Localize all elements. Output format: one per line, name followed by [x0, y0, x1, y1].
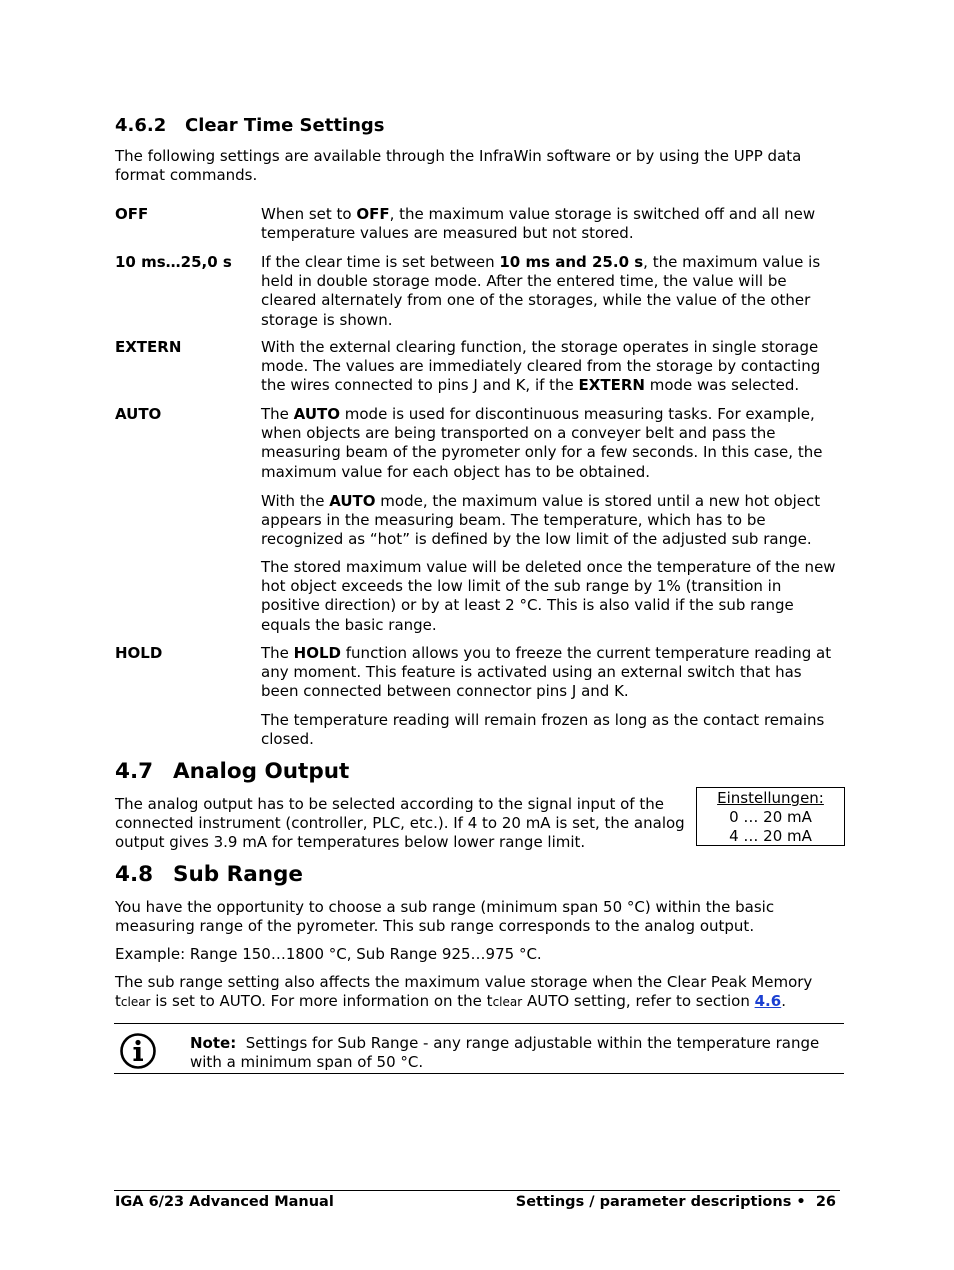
settings-box-title: Einstellungen: — [717, 789, 824, 807]
definition-off: When set to OFF, the maximum value storage is switched off and all new temperature values are measured but not stored. — [261, 205, 816, 243]
term-extern: EXTERN — [115, 338, 182, 356]
footer-bullet: • — [796, 1194, 806, 1210]
section-title: Analog Output — [173, 759, 350, 784]
settings-box — [696, 787, 845, 846]
definition-auto-p2: With the AUTO mode, the maximum value is stored until a new hot object appears in the measuring beam. The temperature, which has to be recognized as “hot” is defined by the low limit of the adjusted sub range. — [261, 492, 821, 549]
analog-output-paragraph: The analog output has to be selected according to the signal input of the connected instrument (controller, PLC, etc.). If 4 to 20 mA is set, the analog output gives 3.9 mA for temperatures below lower range limit. — [115, 795, 685, 852]
info-icon — [119, 1032, 157, 1070]
note-text: Note: Settings for Sub Range - any range adjustable within the temperature range with a minimum span of 50 °C. — [190, 1034, 820, 1072]
footer-chapter: Settings / parameter descriptions — [515, 1194, 792, 1210]
definition-auto-p1: The AUTO mode is used for discontinuous measuring tasks. For example, when objects are being transported on a conveyer belt and pass the measuring beam of the pyrometer only for a few seconds. In this case, the maximum value for each object has to be obtained. — [261, 405, 823, 481]
section-number: 4.8 — [115, 862, 154, 887]
intro-paragraph: The following settings are available through the InfraWin software or by using the UPP data format commands. — [115, 147, 802, 185]
settings-option: 4 … 20 mA — [729, 827, 812, 845]
section-heading-4-8 — [115, 862, 303, 887]
sub-range-paragraph-3: The sub range setting also affects the maximum value storage when the Clear Peak Memory tclear is set to AUTO. For more information on the tclear AUTO setting, refer to section 4.6. — [115, 973, 813, 1011]
section-4-6-link[interactable]: 4.6 — [754, 992, 782, 1011]
term-off: OFF — [115, 205, 149, 223]
sub-range-example: Example: Range 150…1800 °C, Sub Range 925…975 °C. — [115, 945, 542, 963]
section-heading-4-7 — [115, 759, 349, 784]
settings-option: 0 … 20 mA — [729, 808, 812, 826]
term-clear-time-range: 10 ms…25,0 s — [115, 253, 232, 271]
term-hold: HOLD — [115, 644, 163, 662]
section-number: 4.6.2 — [115, 115, 167, 136]
footer-rule — [114, 1190, 840, 1191]
definition-clear-time-range: If the clear time is set between 10 ms and 25.0 s, the maximum value is held in double storage mode. After the entered time, the value will be cleared alternately from one of the storages, while the value of the other storage is shown. — [261, 253, 821, 329]
section-title: Clear Time Settings — [185, 115, 385, 136]
definition-auto-p3: The stored maximum value will be deleted once the temperature of the new hot object exceeds the low limit of the sub range by 1% (transition in positive direction) or by at least 2 °C. This is also valid if the sub range equals the basic range. — [261, 558, 836, 634]
note-bottom-rule — [114, 1073, 844, 1074]
note-top-rule — [114, 1023, 844, 1024]
sub-range-paragraph-1: You have the opportunity to choose a sub range (minimum span 50 °C) within the basic measuring range of the pyrometer. This sub range corresponds to the analog output. — [115, 898, 775, 936]
note-label: Note: — [190, 1034, 237, 1052]
footer-document-title: IGA 6/23 Advanced Manual — [115, 1194, 334, 1210]
footer-section-info — [516, 1194, 836, 1210]
section-number: 4.7 — [115, 759, 154, 784]
section-title: Sub Range — [173, 862, 304, 887]
definition-hold-p2: The temperature reading will remain frozen as long as the contact remains closed. — [261, 711, 825, 749]
definition-extern: With the external clearing function, the storage operates in single storage mode. The values are immediately cleared from the storage by contacting the wires connected to pins J and K, if the EXTERN mode was selected. — [261, 338, 821, 395]
page-number: 26 — [815, 1194, 836, 1210]
definition-hold-p1: The HOLD function allows you to freeze the current temperature reading at any moment. This feature is activated using an external switch that has been connected between connector pins J and K. — [261, 644, 832, 701]
term-auto: AUTO — [115, 405, 162, 423]
section-heading-4-6-2 — [115, 115, 385, 136]
